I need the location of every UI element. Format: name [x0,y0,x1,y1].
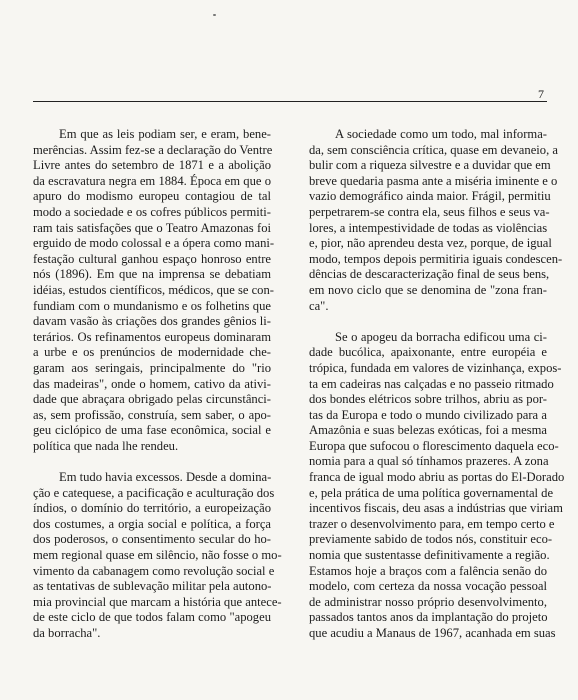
text-line: terários. Os refinamentos europeus dominaram [33,329,271,344]
text-line: da borracha". [33,626,101,640]
paragraph [309,329,565,642]
text-line: idéias, estudos científicos, médicos, que se con- [33,282,274,297]
paragraph-gap [33,454,271,470]
paragraph [33,470,282,642]
text-line: mem regional quase em silêncio, não fosse o mo- [33,548,282,563]
text-line: fundiam com o mundanismo e os folhetins que [33,298,271,313]
text-line: as, sem profissão, construía, sem saber, o apo- [33,407,271,422]
text-line: e, pela prática de uma política governamental de [309,485,554,500]
text-line: Em tudo havia excessos. Desde a domina- [59,470,272,485]
text-line: Livre antes do setembro de 1871 e a abolição [33,158,271,173]
text-line: vazio demográfico ainda maior. Frágil, permitiu [309,189,551,204]
text-line: dências de descaracterização final de seus bens, [309,267,550,282]
text-line: vimento da cabanagem como revolução social e [33,563,275,578]
header-rule [33,101,547,102]
text-line: merências. Assim fez-se a declaração do Ventre [33,142,273,157]
text-line: índios, o domínio do território, a europeização [33,501,271,516]
text-line: apuro do modismo europeu contagiou de tal [33,189,271,204]
text-line: franca de igual modo abriu as portas do El-Dorado [309,470,565,485]
text-line: geu ciclópico de uma fase econômica, social e [33,423,271,438]
paragraph-gap [309,314,547,330]
text-line: dade que abraçara obrigado pelas circunstânci- [33,392,271,407]
text-line: Amazônia e suas belezas exóticas, foi a mesma [309,423,547,438]
text-line: que acudiu a Manaus de 1967, acanhada em suas [309,626,556,640]
right-column [309,127,565,642]
text-line: previamente sabido de todos nós, constituir eco- [309,532,553,547]
paragraph [309,127,563,314]
text-line: dade bucólica, apaixonante, entre européia e [309,345,547,360]
text-line: e, pior, não aprendeu desta vez, porque, de igual [309,236,552,251]
text-line: ca". [309,298,329,313]
page-number: 7 [538,87,544,101]
text-line: breve quedaria pasma ante a miséria iminente e o [309,173,558,188]
text-line: dos bondes elétricos sobre trilhos, abriu as por- [309,392,547,407]
text-line: bulir com a riqueza silvestre e a duvidar que em [309,158,551,173]
text-line: nós (1896). Em que na imprensa se debatiam [33,267,271,282]
text-line: dos costumes, a orgia social e política, a força [33,516,271,531]
paragraph [33,127,275,454]
text-line: dos poderosos, o consentimento secular do ho- [33,532,271,547]
text-line: modo a sociedade e os cofres públicos permiti- [33,204,271,219]
text-line: a urbe e os prenúncios de modernidade che- [33,345,271,360]
text-line: modo, tempos depois permitiria iguais condescen- [309,251,563,266]
text-line: ram tais satisfações que o Teatro Amazonas foi [33,220,271,235]
scan-speck [213,14,216,16]
text-line: erguido de modo colossal e a ópera como mani- [33,236,275,251]
text-line: Europa que sufocou o florescimento daquela eco- [309,438,559,453]
text-line: política que nada lhe rendeu. [33,438,179,453]
text-line: perpetrarem-se contra ela, seus filhos e seus va- [309,204,550,219]
text-line: festação cultural ganhou espaço honroso entre [33,251,271,266]
text-line: da, sem consciência crítica, quase em devaneio, a [309,142,558,157]
text-line: davam vasão às criações dos grandes gênios li- [33,314,271,329]
text-line: em novo ciclo que se denomina de "zona fran- [309,282,547,297]
text-line: das madeiras", onde o homem, cativo da ativi- [33,376,271,391]
text-line: lores, a intempestividade de todas as violências [309,220,548,235]
text-line: ta em cadeiras nas calçadas e no passeio ritmado [309,376,554,391]
text-line: garam aos seringais, principalmente do "rio [33,360,271,375]
left-column [33,127,282,642]
text-line: mia provincial que marcam a história que antece- [33,594,282,609]
text-line: trópica, fundada em valores de vizinhança, expos- [309,360,562,375]
text-line: nomia para a qual só tínhamos prazeres. A zona [309,454,549,469]
text-line: de administrar nosso próprio desenvolvimento, [309,594,547,609]
text-line: passados tantos anos da implantação do projeto [309,610,548,625]
text-line: da escravatura negra em 1884. Época em que o [33,173,271,188]
text-line: nomia que sustentasse definitivamente a região. [309,548,550,563]
text-line: Estamos hoje a braços com a falência senão do [309,563,547,578]
text-line: tas da Europa e todo o mundo civilizado para a [309,407,547,422]
text-line: incentivos fiscais, deu asas a indústrias que viriam [309,501,563,516]
text-line: as tentativas de sublevação militar pela autono- [33,579,272,594]
text-line: A sociedade como um todo, mal informa- [335,127,547,141]
text-line: ção e catequese, a pacificação e aculturação dos [33,485,275,500]
text-line: trazer o desenvolvimento para, em tempo certo e [309,516,555,531]
text-line: Se o apogeu da borracha edificou uma ci- [335,329,547,344]
text-line: Em que as leis podiam ser, e eram, bene- [59,127,271,141]
text-line: de este ciclo de que todos falam como "apogeu [33,610,271,625]
text-line: modelo, com certeza da nossa vocação pessoal [309,579,547,594]
